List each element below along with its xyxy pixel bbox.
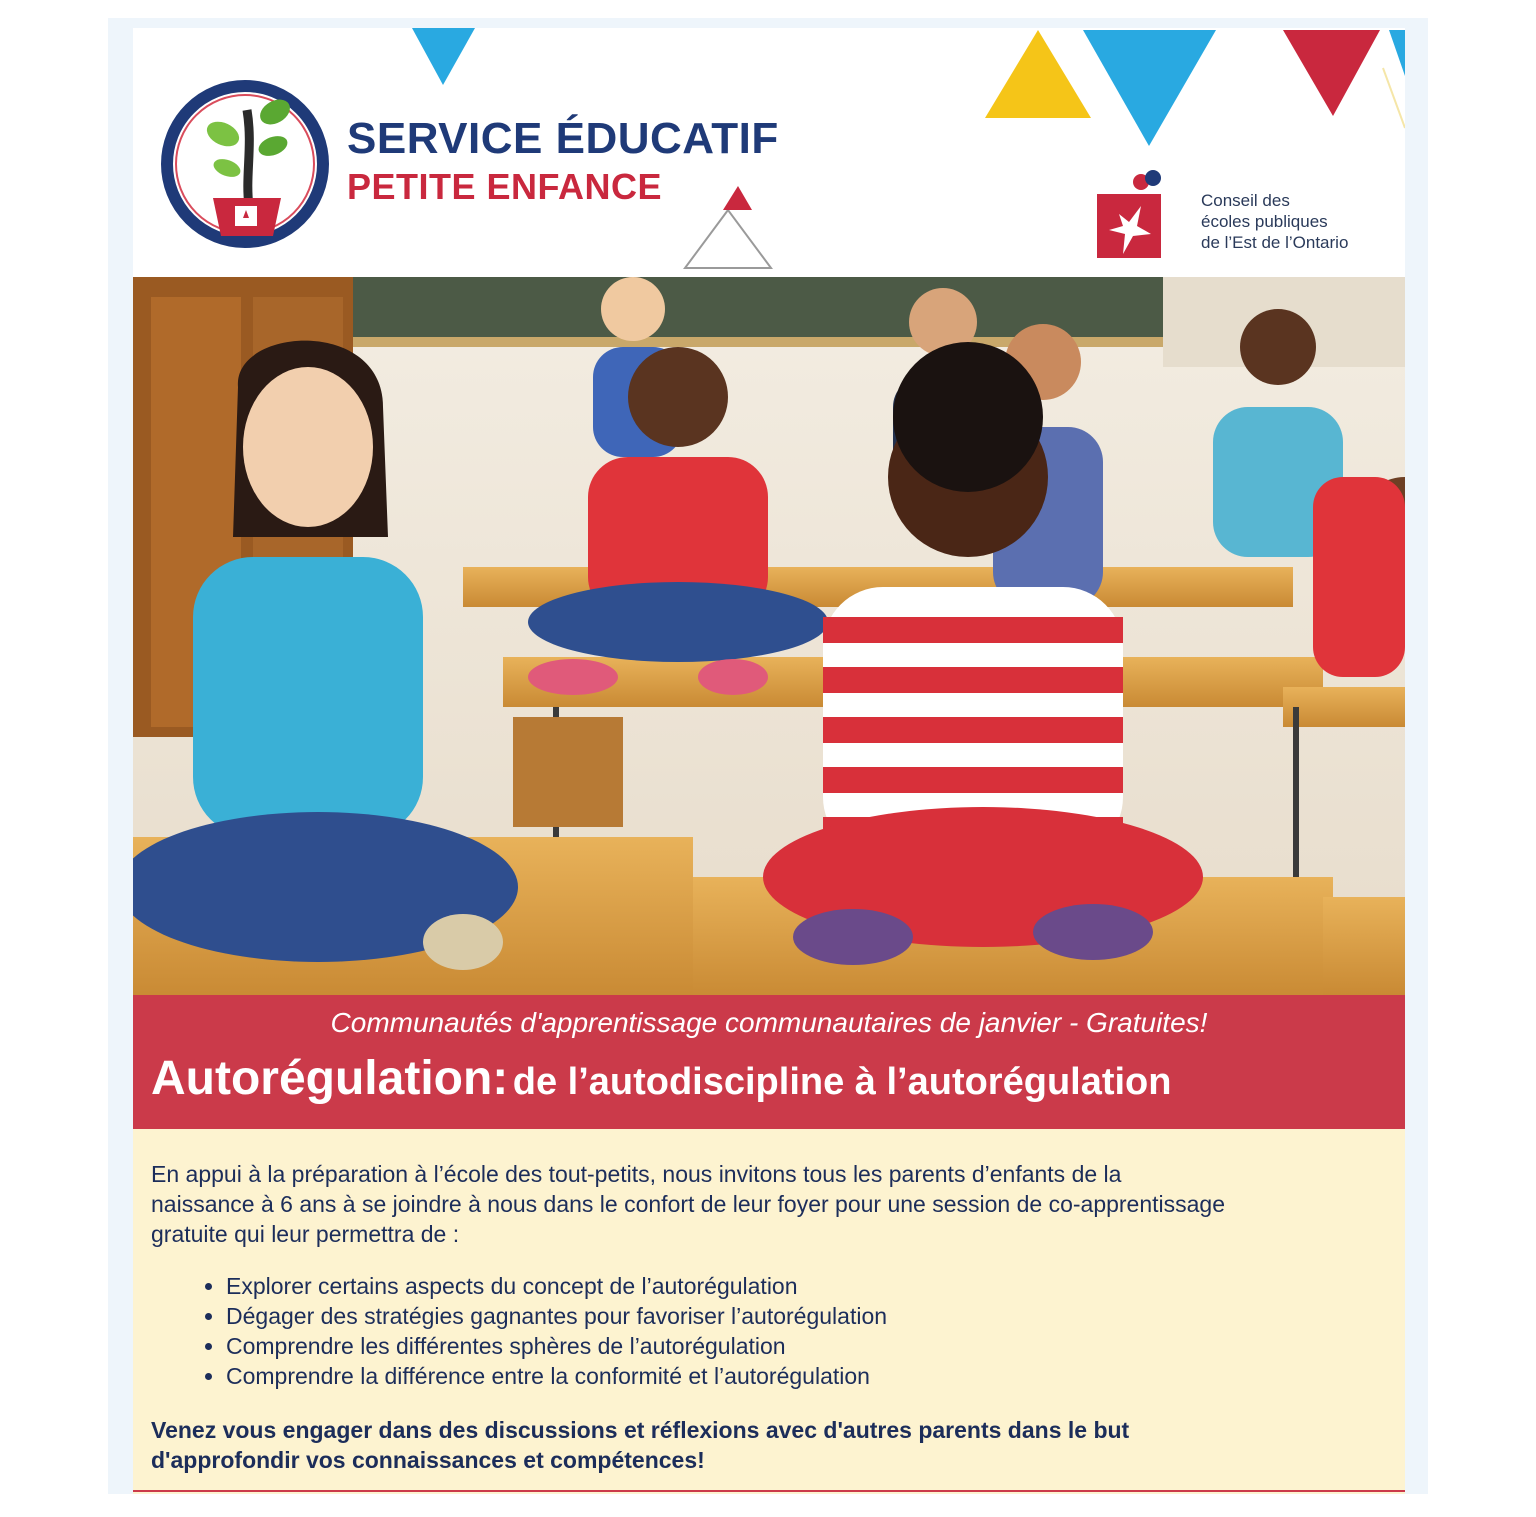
list-item: • Comprendre les différentes sphères de l’autorégulation bbox=[226, 1331, 887, 1361]
cepeo-name bbox=[1201, 190, 1348, 253]
closing-line: Venez vous engager dans des discussions et réflexions avec d'autres parents dans le but bbox=[151, 1417, 1130, 1443]
bunting-blue-right bbox=[1389, 30, 1405, 76]
outline-triangle bbox=[685, 210, 771, 268]
cepeo-logo bbox=[1095, 170, 1183, 262]
bunting-yellow bbox=[985, 30, 1091, 118]
bunting-red bbox=[1283, 30, 1380, 116]
cepeo-name-line: de l’Est de l’Ontario bbox=[1201, 233, 1349, 252]
intro-line: naissance à 6 ans à se joindre à nous dans le confort de leur foyer pour une session de co-apprentissage bbox=[151, 1191, 1226, 1217]
brand-title: SERVICE ÉDUCATIF bbox=[347, 114, 779, 163]
content-section bbox=[133, 1129, 1405, 1494]
small-red-triangle bbox=[723, 186, 752, 210]
list-item: • Explorer certains aspects du concept de l’autorégulation bbox=[226, 1271, 887, 1301]
flyer bbox=[133, 28, 1405, 1494]
intro-line: En appui à la préparation à l’école des tout-petits, nous invitons tous les parents d’enfants de la bbox=[151, 1161, 1122, 1187]
bunting-blue-center bbox=[1083, 30, 1216, 146]
bunting-blue-left bbox=[412, 28, 475, 85]
list-item: • Dégager des stratégies gagnantes pour favoriser l’autorégulation bbox=[226, 1301, 887, 1331]
banner-title-main: Autorégulation: bbox=[151, 1052, 509, 1105]
service-educatif-logo bbox=[157, 76, 333, 252]
banner-title bbox=[151, 1051, 1401, 1106]
banner-title-rest: de l’autodiscipline à l’autorégulation bbox=[512, 1061, 1172, 1103]
cepeo-name-line: écoles publiques bbox=[1201, 212, 1328, 231]
bunting-string bbox=[1383, 68, 1405, 128]
hero-photo bbox=[133, 277, 1405, 995]
title-banner bbox=[133, 995, 1405, 1129]
objectives-list bbox=[183, 1271, 887, 1391]
cepeo-name-line: Conseil des bbox=[1201, 191, 1290, 210]
bottom-divider bbox=[133, 1490, 1405, 1492]
closing-line: d'approfondir vos connaissances et compétences! bbox=[151, 1447, 705, 1473]
banner-subtitle: Communautés d'apprentissage communautaires de janvier - Gratuites! bbox=[330, 1007, 1208, 1038]
header bbox=[133, 28, 1405, 277]
closing-statement bbox=[151, 1415, 1391, 1475]
list-item: • Comprendre la différence entre la conformité et l’autorégulation bbox=[226, 1361, 887, 1391]
intro-paragraph bbox=[151, 1159, 1391, 1249]
brand-subtitle: PETITE ENFANCE bbox=[347, 166, 663, 207]
intro-line: gratuite qui leur permettra de : bbox=[151, 1221, 460, 1247]
